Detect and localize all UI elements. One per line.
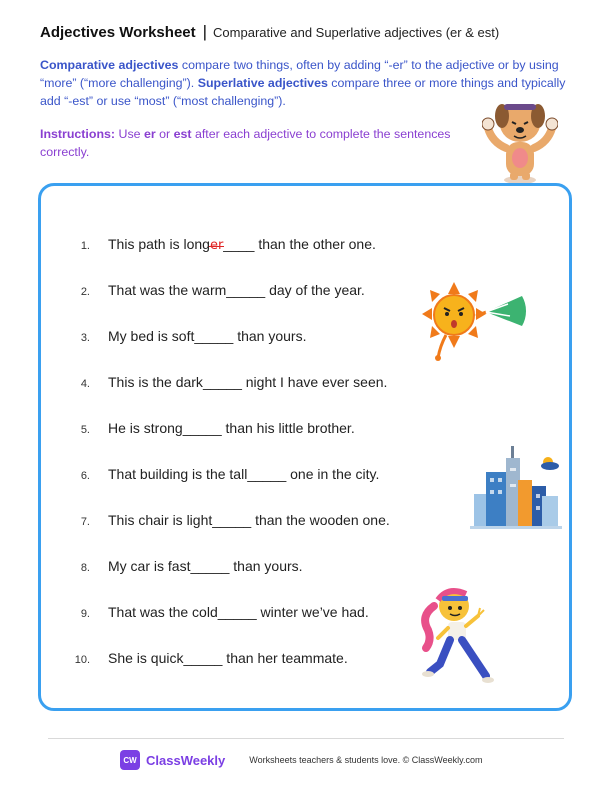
list-item: [56, 236, 376, 253]
sentence-end: day of the year.: [265, 282, 365, 298]
city-skyline-icon: [470, 444, 562, 530]
item-number: 1.: [80, 240, 90, 252]
instructions-label: Instructions:: [40, 127, 116, 141]
sentence-start: That was the cold: [108, 604, 218, 620]
item-sentence: [108, 282, 365, 298]
item-number: 7.: [80, 516, 90, 528]
answer-blank[interactable]: ____: [223, 236, 255, 252]
list-item: [56, 374, 387, 390]
list-item: [56, 604, 369, 620]
instructions-est: est: [173, 127, 192, 141]
classweekly-logo: CW: [120, 750, 140, 770]
sentence-start: This chair is light: [108, 512, 213, 528]
answer-blank[interactable]: _____: [183, 650, 223, 666]
answer-blank[interactable]: _____: [194, 328, 234, 344]
sentence-start: That building is the tall: [108, 466, 248, 482]
item-sentence: [108, 558, 303, 574]
sentence-end: than his little brother.: [221, 420, 355, 436]
list-item: [56, 650, 348, 666]
comparative-description: compare two things, often by adding “-er” to the adjective or by using “more” (“more challenging”).: [40, 58, 559, 90]
list-item: [56, 282, 365, 298]
answer-blank[interactable]: _____: [190, 558, 230, 574]
item-number: 9.: [80, 608, 90, 620]
list-item: [56, 328, 306, 344]
sentence-end: one in the city.: [286, 466, 380, 482]
instructions-text-1: Use: [115, 127, 144, 141]
answer-text: er: [209, 238, 224, 253]
title-separator: |: [202, 22, 208, 41]
footer-divider: [48, 738, 564, 739]
hot-sun-icon: [418, 280, 528, 366]
instructions-text-3: after each adjective to complete the sentences correctly.: [40, 127, 451, 159]
item-number: 3.: [80, 332, 90, 344]
list-item: [56, 466, 379, 482]
list-item: [56, 558, 303, 574]
item-sentence: [108, 512, 390, 528]
answer-blank[interactable]: _____: [212, 512, 252, 528]
sentence-start: She is quick: [108, 650, 184, 666]
item-number: 5.: [80, 424, 90, 436]
footer: [120, 750, 483, 770]
superlative-description: compare three or more things and typically add “-est” or use “most” (“most challenging”).: [40, 76, 566, 108]
page-subtitle: Comparative and Superlative adjectives (er & est): [213, 25, 500, 40]
sentence-end: than yours.: [233, 328, 307, 344]
list-item: [56, 512, 390, 528]
item-sentence: [108, 236, 376, 253]
item-sentence: [108, 374, 387, 390]
sentence-start: My car is fast: [108, 558, 191, 574]
item-sentence: [108, 466, 379, 482]
sentence-end: than her teammate.: [222, 650, 348, 666]
item-number: 2.: [80, 286, 90, 298]
strong-dog-icon: [482, 98, 558, 186]
sentence-start: He is strong: [108, 420, 183, 436]
item-number: 4.: [80, 378, 90, 390]
sentence-start: That was the warm: [108, 282, 227, 298]
list-item: [56, 420, 355, 436]
item-number: 6.: [80, 470, 90, 482]
item-sentence: [108, 328, 306, 344]
answer-blank[interactable]: _____: [202, 374, 242, 390]
running-girl-icon: [420, 586, 500, 690]
sentence-start: This path is long: [108, 236, 210, 252]
instructions-er: er: [143, 127, 156, 141]
sentence-start: My bed is soft: [108, 328, 195, 344]
answer-blank[interactable]: _____: [247, 466, 287, 482]
sentence-end: than yours.: [229, 558, 303, 574]
superlative-term: Superlative adjectives: [197, 76, 328, 90]
instructions: [40, 125, 460, 161]
item-sentence: [108, 604, 369, 620]
sentence-end: night I have ever seen.: [241, 374, 388, 390]
sentence-start: This is the dark: [108, 374, 203, 390]
sentence-end: winter we’ve had.: [256, 604, 369, 620]
page-title: Adjectives Worksheet: [40, 24, 196, 41]
answer-blank[interactable]: _____: [182, 420, 222, 436]
instructions-text-2: or: [155, 127, 174, 141]
sentence-end: than the wooden one.: [251, 512, 390, 528]
answer-blank[interactable]: _____: [217, 604, 257, 620]
item-sentence: [108, 420, 355, 436]
footer-tagline: Worksheets teachers & students love. © ClassWeekly.com: [249, 755, 483, 765]
comparative-term: Comparative adjectives: [40, 58, 179, 72]
item-number: 8.: [80, 562, 90, 574]
item-number: 10.: [74, 654, 90, 666]
sentence-end: than the other one.: [254, 236, 376, 252]
worksheet-header: [40, 22, 499, 42]
item-sentence: [108, 650, 348, 666]
brand-name: ClassWeekly: [146, 752, 226, 768]
answer-blank[interactable]: _____: [226, 282, 266, 298]
